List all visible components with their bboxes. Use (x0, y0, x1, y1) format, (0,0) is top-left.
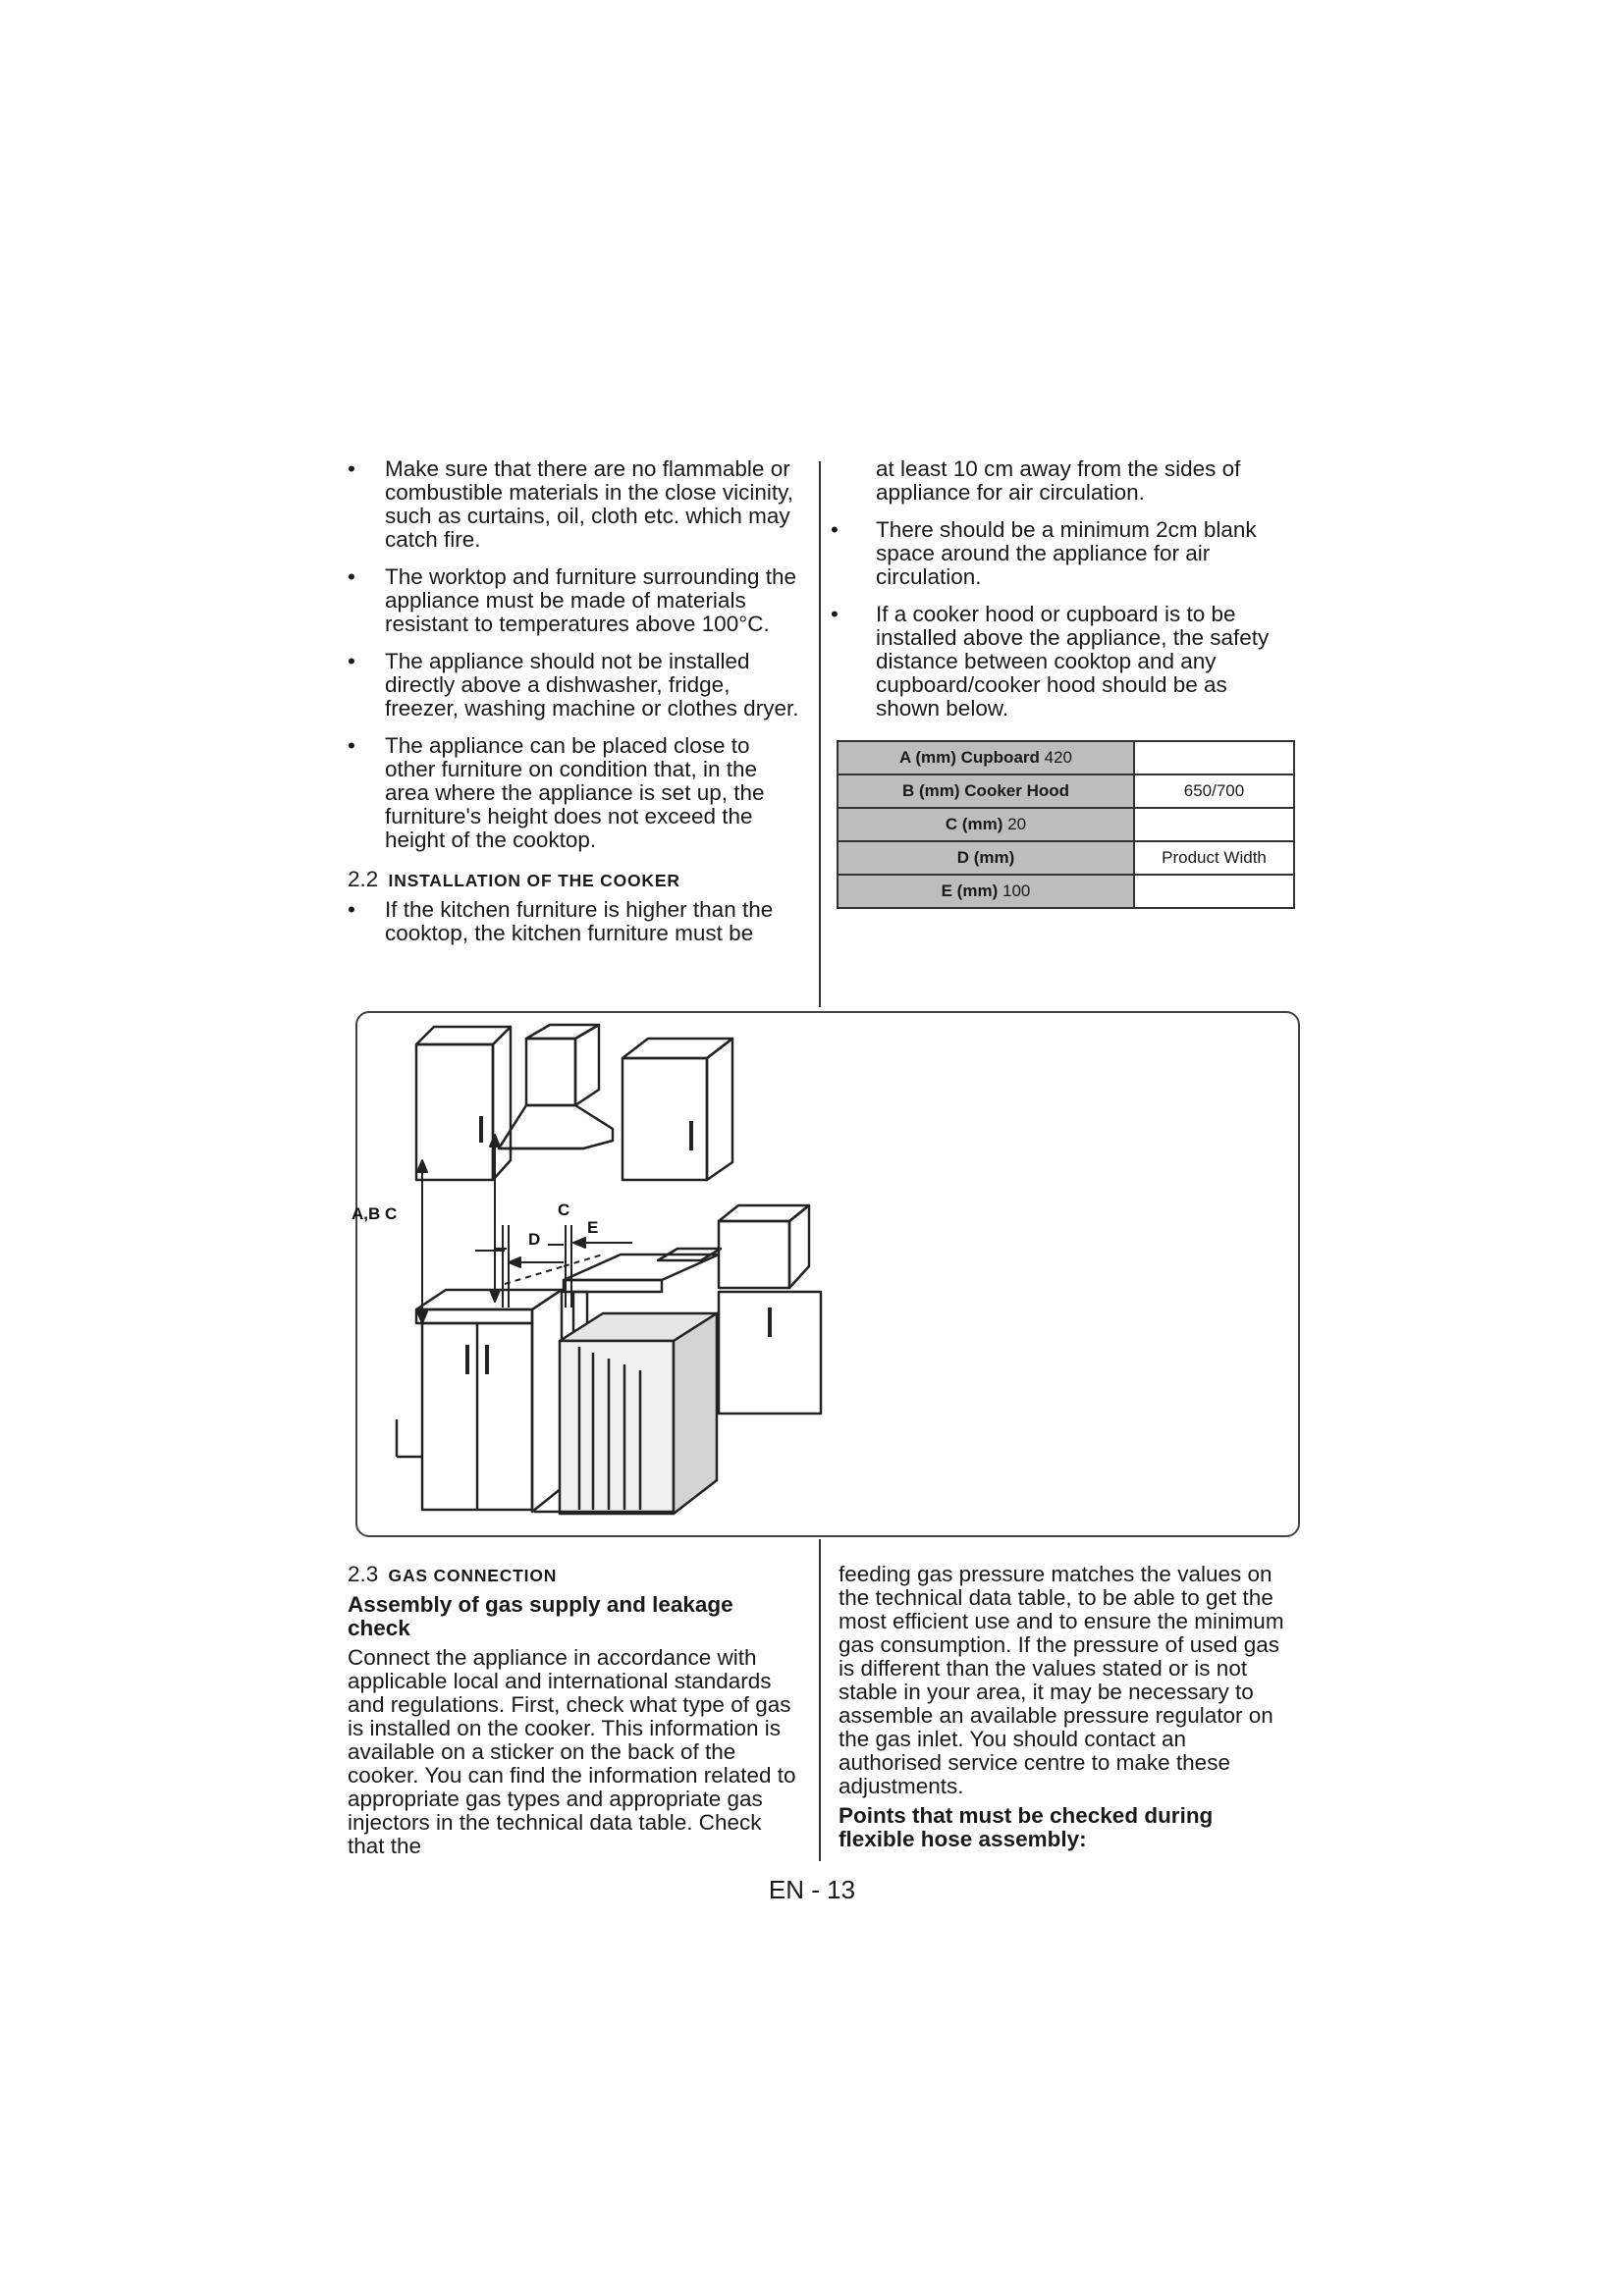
dimension-table (837, 740, 1295, 909)
installation-diagram (352, 1011, 1300, 1537)
table-row (838, 808, 1294, 841)
bullet-furniture-height: • The appliance can be placed close to other furniture on condition that, in the area where the appliance is set up, the furniture's height does not exceed the height of the cooktop. (348, 734, 799, 852)
base-cabinet-left (397, 1290, 562, 1512)
table-row (838, 841, 1294, 875)
table-row (838, 875, 1294, 908)
row-value (1134, 808, 1294, 841)
subheading-hose-assembly: Points that must be checked during flexible hose assembly: (839, 1803, 1214, 1851)
bullet-blank-space: • There should be a minimum 2cm blank space around the appliance for air circulation. (831, 518, 1292, 589)
wall-cupboard-left (416, 1027, 511, 1180)
gas-connection-paragraph: Connect the appliance in accordance with applicable local and international standards and regulations. First, check what type of gas is installed on the cooker. This information is available on a sticker on the back of the cooker. You can find the information related to appropriate gas types and appropriate gas injectors in the technical data table. Check that the (348, 1645, 796, 1858)
section-title: INSTALLATION OF THE COOKER (388, 871, 680, 890)
gas-pressure-paragraph: feeding gas pressure matches the values on the technical data table, to be able to get the most efficient use and to ensure the minimum gas consumption. If the pressure of used gas is different than the values stated or is not stable in your area, it may be necessary to assemble an available pressure regulator on the gas inlet. You should contact an authorised service centre to make these adjustments. (839, 1562, 1284, 1798)
row-label: E (mm) 100 (838, 875, 1134, 908)
section-heading-installation (348, 868, 799, 892)
label-c: C (558, 1201, 570, 1219)
right-bottom-column (831, 1563, 1292, 1857)
dimension-lines (417, 1135, 632, 1323)
bullet-flammable: • Make sure that there are no flammable or combustible materials in the close vicinity, such as curtains, oil, cloth etc. which may catch fire. (348, 457, 799, 552)
label-abc: A,B C (352, 1204, 398, 1223)
subheading-gas-supply: Assembly of gas supply and leakage check (348, 1592, 733, 1640)
page-number: EN - 13 (768, 1875, 856, 1904)
cooker-appliance (534, 1313, 717, 1514)
bullet-worktop: • The worktop and furniture surrounding the appliance must be made of materials resistant to temperatures above 100°C. (348, 565, 799, 636)
left-bottom-column (348, 1563, 799, 1858)
right-top-column (831, 457, 1292, 734)
bullet-furniture-higher: • If the kitchen furniture is higher than the cooktop, the kitchen furniture must be (348, 898, 799, 945)
diagram-labels (352, 1201, 598, 1249)
row-label: C (mm) 20 (838, 808, 1134, 841)
row-value: 650/700 (1134, 774, 1294, 808)
row-label: D (mm) (838, 841, 1134, 875)
table-row (838, 774, 1294, 808)
label-e: E (587, 1218, 599, 1237)
kitchen-clearance-illustration (352, 1013, 1298, 1535)
row-value (1134, 875, 1294, 908)
table-row (838, 741, 1294, 774)
section-number: 2.3 (348, 1562, 379, 1586)
column-divider-bottom (819, 1539, 821, 1861)
continuation-text: at least 10 cm away from the sides of appliance for air circulation. (876, 456, 1241, 505)
bullet-not-above-appliances: • The appliance should not be installed directly above a dishwasher, fridge, freezer, washing machine or clothes dryer. (348, 650, 799, 721)
row-value: Product Width (1134, 841, 1294, 875)
left-top-column (348, 457, 799, 959)
cooker-hood (499, 1025, 613, 1148)
row-label: A (mm) Cupboard 420 (838, 741, 1134, 774)
column-divider-top (819, 461, 821, 1007)
section-heading-gas (348, 1563, 799, 1587)
row-label: B (mm) Cooker Hood (838, 774, 1134, 808)
row-value (1134, 741, 1294, 774)
section-title: GAS CONNECTION (388, 1566, 558, 1585)
section-number: 2.2 (348, 867, 379, 891)
bullet-safety-distance: • If a cooker hood or cupboard is to be installed above the appliance, the safety distance between cooktop and any cupboard/cooker hood should be as shown below. (831, 603, 1292, 721)
wall-cupboard-right (623, 1039, 732, 1180)
label-d: D (528, 1230, 541, 1249)
